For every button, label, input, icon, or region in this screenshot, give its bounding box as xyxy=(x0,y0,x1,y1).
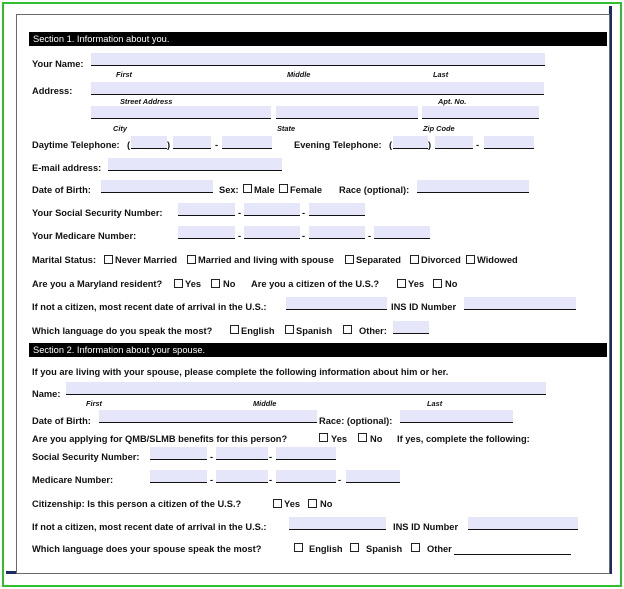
name-first-caption: First xyxy=(116,70,133,79)
spouse-medicare-part3-field[interactable] xyxy=(276,470,336,483)
md-resident-label: Are you a Maryland resident? xyxy=(32,279,163,289)
spanish-label: Spanish xyxy=(296,326,333,336)
medicare-dash-1: - xyxy=(238,231,242,241)
ins-id-field[interactable] xyxy=(464,297,576,310)
spouse-citizen-yes-checkbox[interactable] xyxy=(273,499,282,508)
medicare-dash-3: - xyxy=(368,231,372,241)
never-married-label: Never Married xyxy=(115,255,178,265)
race-label: Race (optional): xyxy=(339,185,410,195)
medicare-part4-field[interactable] xyxy=(374,226,430,239)
ssn-part2-field[interactable] xyxy=(244,203,300,216)
ssn-part3-field[interactable] xyxy=(309,203,365,216)
eve-phone-area-field[interactable] xyxy=(393,136,428,149)
spouse-name-label: Name: xyxy=(32,389,61,399)
male-label: Male xyxy=(254,185,275,195)
form-page xyxy=(16,14,610,574)
spouse-medicare-dash-3: - xyxy=(338,475,342,485)
citizen-no-checkbox[interactable] xyxy=(433,279,442,288)
spouse-ins-label: INS ID Number xyxy=(393,522,459,532)
spouse-medicare-dash-2: - xyxy=(269,475,273,485)
english-label: English xyxy=(241,326,275,336)
city-caption: City xyxy=(113,124,127,133)
female-label: Female xyxy=(290,185,323,195)
divorced-checkbox[interactable] xyxy=(410,255,419,264)
ssn-part1-field[interactable] xyxy=(178,203,235,216)
spouse-last-caption: Last xyxy=(427,399,443,408)
daytime-phone-label: Daytime Telephone: xyxy=(32,140,120,150)
qmb-label: Are you applying for QMB/SLMB benefits for this person? xyxy=(32,434,288,444)
day-phone-line-field[interactable] xyxy=(222,136,272,149)
medicare-part3-field[interactable] xyxy=(309,226,365,239)
spouse-ssn-label: Social Security Number: xyxy=(32,452,140,462)
married-checkbox[interactable] xyxy=(187,255,196,264)
spouse-intro-text: If you are living with your spouse, please complete the following information about him or her. xyxy=(32,367,449,377)
dob-label: Date of Birth: xyxy=(32,185,91,195)
email-label: E-mail address: xyxy=(32,163,102,173)
spouse-arrival-label: If not a citizen, most recent date of arrival in the U.S.: xyxy=(32,522,267,532)
name-middle-caption: Middle xyxy=(287,70,311,79)
spouse-dob-label: Date of Birth: xyxy=(32,416,91,426)
if-yes-text: If yes, complete the following: xyxy=(397,434,530,444)
day-phone-close-paren: ) xyxy=(167,140,171,150)
never-married-checkbox[interactable] xyxy=(104,255,113,264)
male-checkbox[interactable] xyxy=(243,184,252,193)
medicare-dash-2: - xyxy=(302,231,306,241)
eve-phone-line-field[interactable] xyxy=(484,136,534,149)
your-name-label: Your Name: xyxy=(32,59,84,69)
eve-phone-close-paren: ) xyxy=(428,140,432,150)
other-language-field[interactable] xyxy=(393,321,429,334)
eve-phone-open-paren: ( xyxy=(389,140,393,150)
spouse-arrival-field[interactable] xyxy=(289,517,386,530)
section1-header: Section 1. Information about you. xyxy=(29,32,607,46)
spouse-other-label: Other xyxy=(427,544,452,554)
street-address-caption: Street Address xyxy=(120,97,173,106)
state-field[interactable] xyxy=(276,106,418,119)
qmb-yes-checkbox[interactable] xyxy=(319,433,328,442)
spouse-ins-field[interactable] xyxy=(468,517,578,530)
day-phone-open-paren: ( xyxy=(127,140,131,150)
name-last-caption: Last xyxy=(433,70,449,79)
other-language-checkbox[interactable] xyxy=(343,325,352,334)
arrival-date-field[interactable] xyxy=(286,297,387,310)
state-caption: State xyxy=(277,124,296,133)
your-name-field[interactable] xyxy=(91,53,545,66)
zip-caption: Zip Code xyxy=(423,124,455,133)
spouse-citizen-no-label: No xyxy=(320,499,333,509)
marital-label: Marital Status: xyxy=(32,255,97,265)
spouse-name-field[interactable] xyxy=(66,382,546,395)
city-field[interactable] xyxy=(91,106,271,119)
email-field[interactable] xyxy=(108,158,282,171)
spouse-race-field[interactable] xyxy=(400,410,513,423)
ins-label: INS ID Number xyxy=(391,302,457,312)
married-label: Married and living with spouse xyxy=(198,255,334,265)
sex-label: Sex: xyxy=(219,185,239,195)
arrival-label: If not a citizen, most recent date of arrival in the U.S.: xyxy=(32,302,267,312)
md-resident-yes-label: Yes xyxy=(185,279,202,289)
citizen-yes-label: Yes xyxy=(408,279,425,289)
spouse-ssn-part3-field[interactable] xyxy=(276,447,336,460)
ssn-label: Your Social Security Number: xyxy=(32,208,163,218)
spouse-ssn-part2-field[interactable] xyxy=(216,447,268,460)
spouse-citizenship-label: Citizenship: Is this person a citizen of the U.S.? xyxy=(32,499,242,509)
spouse-medicare-part2-field[interactable] xyxy=(216,470,268,483)
md-resident-yes-checkbox[interactable] xyxy=(174,279,183,288)
citizen-yes-checkbox[interactable] xyxy=(397,279,406,288)
apt-caption: Apt. No. xyxy=(438,97,467,106)
section2-header: Section 2. Information about your spouse. xyxy=(29,343,607,357)
day-phone-prefix-field[interactable] xyxy=(173,136,211,149)
evening-phone-label: Evening Telephone: xyxy=(294,140,382,150)
english-checkbox[interactable] xyxy=(230,325,239,334)
widowed-checkbox[interactable] xyxy=(466,255,475,264)
qmb-no-checkbox[interactable] xyxy=(358,433,367,442)
citizen-label: Are you a citizen of the U.S.? xyxy=(251,279,380,289)
spouse-english-label: English xyxy=(309,544,343,554)
spouse-medicare-dash-1: - xyxy=(210,475,214,485)
spanish-checkbox[interactable] xyxy=(285,325,294,334)
spouse-other-checkbox[interactable] xyxy=(411,543,420,552)
md-resident-no-checkbox[interactable] xyxy=(211,279,220,288)
widowed-label: Widowed xyxy=(477,255,518,265)
qmb-yes-label: Yes xyxy=(331,434,348,444)
day-phone-dash: - xyxy=(215,140,219,150)
spouse-language-label: Which language does your spouse speak the most? xyxy=(32,544,262,554)
spouse-spanish-label: Spanish xyxy=(366,544,403,554)
eve-phone-prefix-field[interactable] xyxy=(435,136,473,149)
ssn-dash-2: - xyxy=(302,208,306,218)
race-field[interactable] xyxy=(417,180,529,193)
spouse-first-caption: First xyxy=(86,399,103,408)
eve-phone-dash: - xyxy=(476,140,480,150)
spouse-ssn-part1-field[interactable] xyxy=(150,447,207,460)
spouse-medicare-label: Medicare Number: xyxy=(32,475,114,485)
day-phone-area-field[interactable] xyxy=(131,136,167,149)
spouse-ssn-dash-1: - xyxy=(210,452,214,462)
spouse-race-label: Race: (optional): xyxy=(319,416,393,426)
zip-field[interactable] xyxy=(422,106,539,119)
spouse-spanish-checkbox[interactable] xyxy=(350,543,359,552)
medicare-part2-field[interactable] xyxy=(244,226,300,239)
street-address-field[interactable] xyxy=(91,82,544,95)
language-label: Which language do you speak the most? xyxy=(32,326,213,336)
spouse-dob-field[interactable] xyxy=(99,410,317,423)
other-language-label: Other: xyxy=(359,326,387,336)
spouse-citizen-no-checkbox[interactable] xyxy=(308,499,317,508)
divorced-label: Divorced xyxy=(421,255,461,265)
spouse-english-checkbox[interactable] xyxy=(294,543,303,552)
md-resident-no-label: No xyxy=(223,279,236,289)
citizen-no-label: No xyxy=(445,279,458,289)
spouse-medicare-part4-field[interactable] xyxy=(346,470,400,483)
separated-checkbox[interactable] xyxy=(345,255,354,264)
spouse-middle-caption: Middle xyxy=(253,399,277,408)
medicare-part1-field[interactable] xyxy=(178,226,235,239)
ssn-dash-1: - xyxy=(238,208,242,218)
qmb-no-label: No xyxy=(370,434,383,444)
spouse-other-line[interactable] xyxy=(454,554,571,555)
dob-field[interactable] xyxy=(101,180,213,193)
separated-label: Separated xyxy=(356,255,401,265)
spouse-medicare-part1-field[interactable] xyxy=(150,470,207,483)
spouse-citizen-yes-label: Yes xyxy=(284,499,301,509)
medicare-label: Your Medicare Number: xyxy=(32,231,137,241)
spouse-ssn-dash-2: - xyxy=(269,452,273,462)
address-label: Address: xyxy=(32,86,73,96)
female-checkbox[interactable] xyxy=(279,184,288,193)
